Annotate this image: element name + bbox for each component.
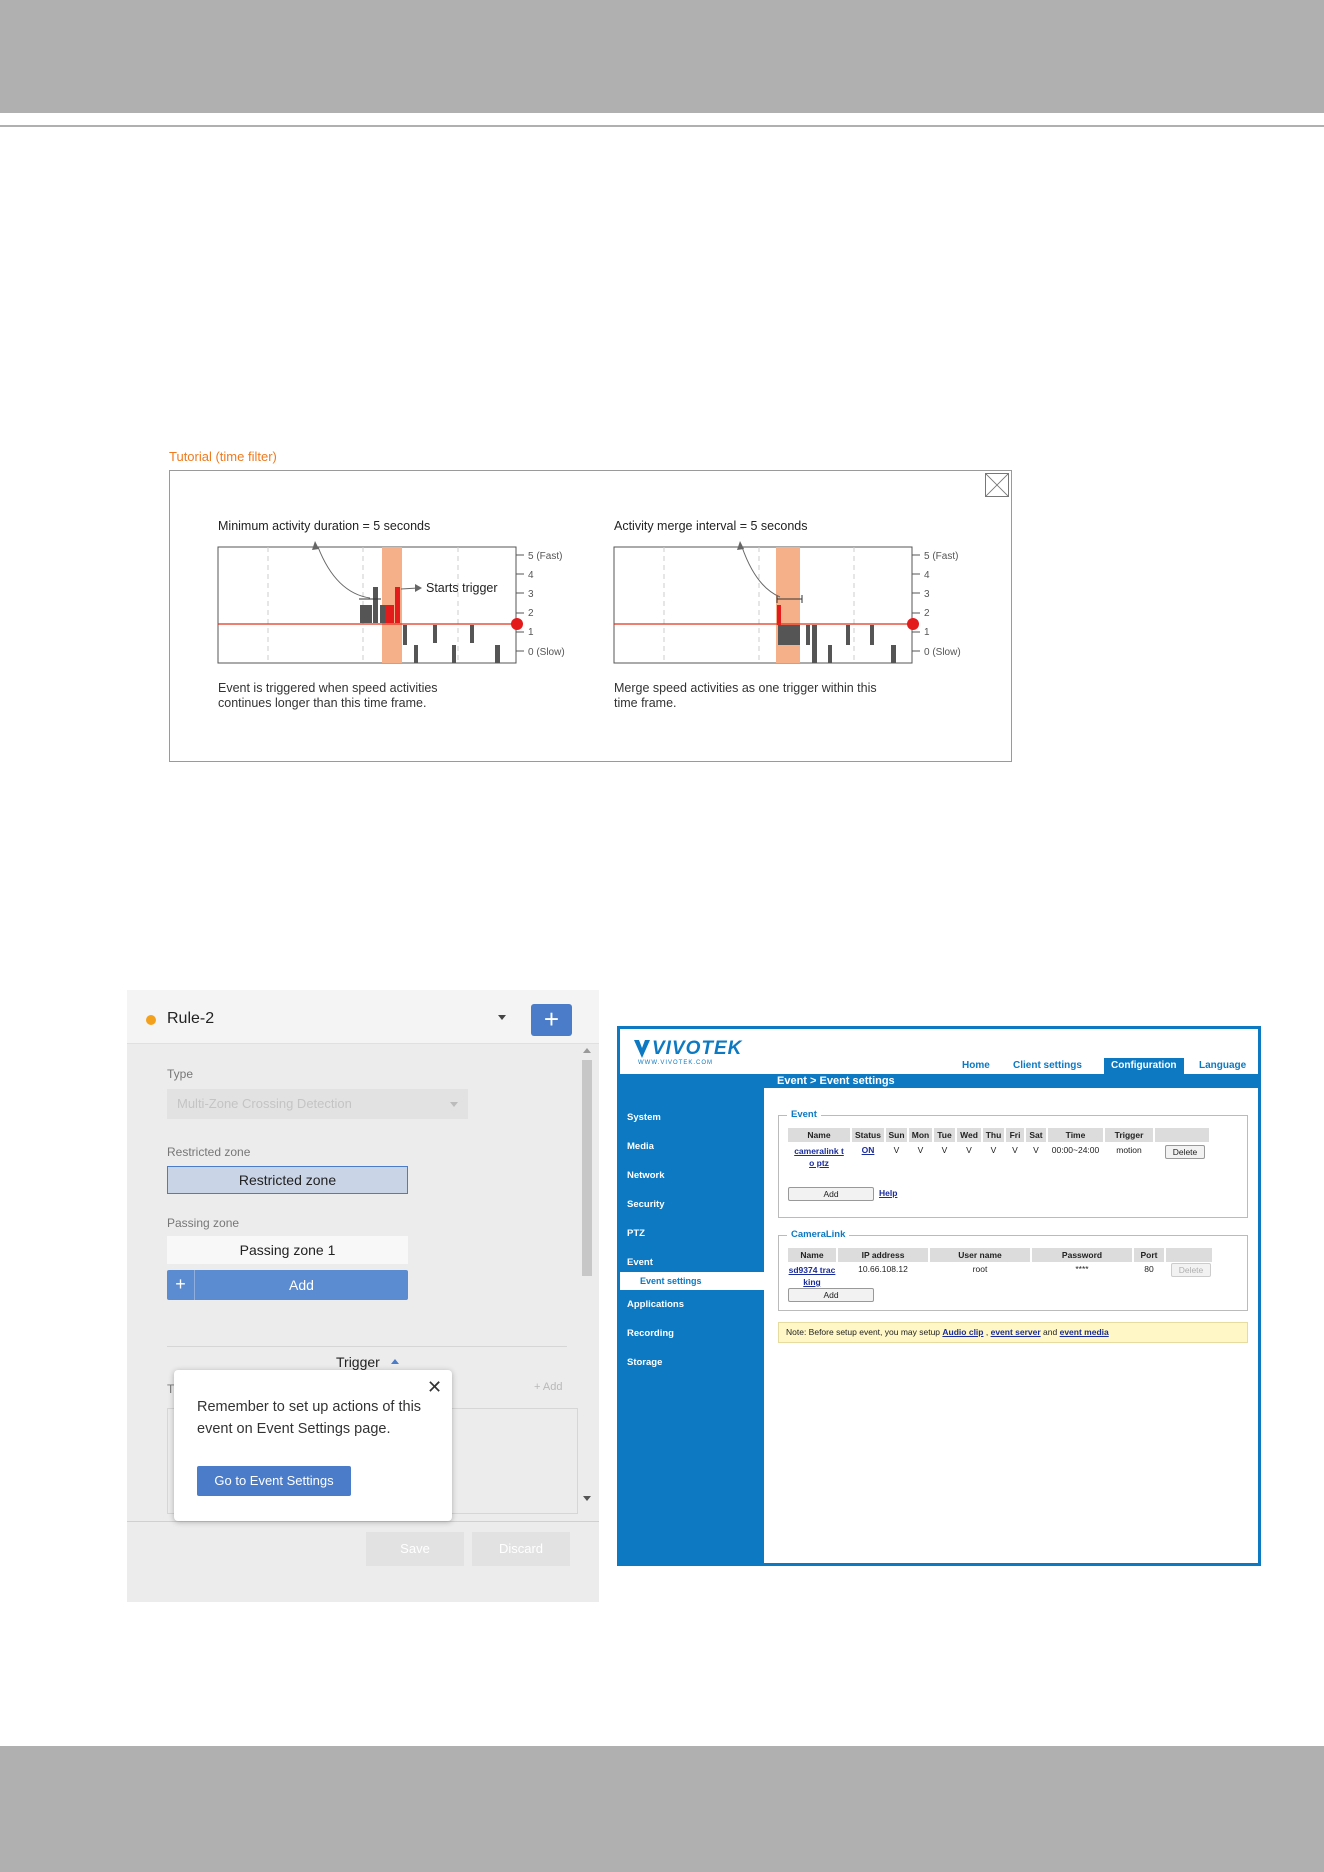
bar — [452, 645, 456, 663]
bar — [495, 645, 500, 663]
vivotek-event-settings-window — [617, 1026, 1261, 1597]
y-tick-4: 4 — [924, 570, 930, 581]
bar — [380, 605, 385, 623]
bar — [806, 625, 810, 645]
table-cell: V — [1033, 1145, 1039, 1155]
passing-zone-item[interactable]: Passing zone 1 — [167, 1236, 408, 1264]
bar — [360, 605, 372, 623]
left-diagram — [218, 541, 565, 663]
column-header: Sun — [886, 1128, 907, 1142]
rule-header — [127, 990, 599, 1044]
event-status-link[interactable]: ON — [861, 1145, 875, 1155]
plus-icon: + — [167, 1270, 195, 1300]
left-diagram-heading: Minimum activity duration = 5 seconds — [218, 519, 431, 533]
bar — [870, 625, 874, 645]
tutorial-title: Tutorial (time filter) — [169, 449, 277, 464]
table-cell: motion — [1116, 1145, 1142, 1155]
table-cell: root — [972, 1264, 988, 1274]
column-header — [1155, 1128, 1209, 1142]
event-name-link[interactable]: cameralink t o ptz — [794, 1146, 844, 1168]
breadcrumb: Event > Event settings — [777, 1075, 895, 1087]
section-divider — [167, 1346, 567, 1347]
passing-zone-label: Passing zone — [167, 1216, 240, 1230]
discard-button[interactable]: Discard — [472, 1532, 570, 1566]
trigger-section-toggle[interactable]: Trigger — [336, 1354, 380, 1370]
column-header: Thu — [983, 1128, 1004, 1142]
bar — [373, 587, 378, 623]
tutorial-diagrams — [170, 471, 1013, 763]
column-header: Password — [1032, 1248, 1132, 1262]
table-cell: V — [941, 1145, 948, 1155]
table-cell: 80 — [1144, 1264, 1154, 1274]
y-tick-1: 1 — [924, 627, 930, 638]
sidebar-item-media[interactable]: Media — [627, 1141, 654, 1152]
bar — [812, 625, 817, 663]
bar — [891, 645, 896, 663]
column-header: Fri — [1006, 1128, 1024, 1142]
sidebar-item-applications[interactable]: Applications — [627, 1299, 685, 1310]
y-tick-5: 5 (Fast) — [924, 551, 959, 562]
threshold-marker — [511, 618, 523, 630]
version-text: Version: 1.2003.33.01g — [627, 1587, 715, 1597]
column-header — [1166, 1248, 1212, 1262]
chevron-down-icon[interactable] — [498, 1015, 506, 1020]
right-diagram-heading: Activity merge interval = 5 seconds — [614, 519, 808, 533]
bar — [828, 645, 832, 663]
sidebar-item-storage[interactable]: Storage — [627, 1357, 663, 1368]
bar — [403, 625, 407, 645]
vivotek-logo: VIVOTEK WWW.VIVOTEK.COM — [632, 1036, 742, 1066]
y-tick-5: 5 (Fast) — [528, 551, 563, 562]
chevron-down-icon — [450, 1102, 458, 1107]
restricted-zone-button[interactable]: Restricted zone — [167, 1166, 408, 1194]
rule-status-dot — [146, 1015, 156, 1025]
sidebar — [620, 1074, 764, 1597]
add-event-button[interactable]: Add — [788, 1187, 874, 1201]
bar — [778, 625, 800, 645]
column-header: Mon — [909, 1128, 932, 1142]
type-label: Type — [167, 1067, 194, 1081]
column-header: Tue — [934, 1128, 955, 1142]
audio-clip-link[interactable]: Audio clip — [942, 1327, 984, 1337]
nav-client-settings[interactable]: Client settings — [1013, 1060, 1082, 1071]
y-tick-0: 0 (Slow) — [528, 647, 565, 658]
close-icon[interactable]: ✕ — [427, 1377, 443, 1397]
scrollbar[interactable] — [581, 1046, 593, 1504]
help-link[interactable]: Help — [879, 1188, 898, 1198]
delete-event-button[interactable]: Delete — [1165, 1145, 1205, 1159]
sidebar-subitem-event-settings[interactable]: Event settings — [620, 1272, 764, 1290]
event-settings-popup — [174, 1370, 452, 1521]
scroll-down-icon[interactable] — [583, 1496, 591, 1501]
page-header-band — [0, 0, 1324, 113]
rule-name[interactable]: Rule-2 — [167, 1010, 215, 1027]
column-header: Sat — [1026, 1128, 1046, 1142]
column-header: Trigger — [1105, 1128, 1153, 1142]
column-header: Status — [852, 1128, 884, 1142]
nav-home[interactable]: Home — [962, 1060, 990, 1071]
sidebar-item-network[interactable]: Network — [627, 1170, 665, 1181]
go-to-event-settings-button[interactable]: Go to Event Settings — [197, 1466, 351, 1496]
y-tick-3: 3 — [528, 589, 534, 600]
y-tick-2: 2 — [924, 608, 930, 619]
bar — [433, 625, 437, 643]
tutorial-panel — [169, 470, 1012, 762]
threshold-marker — [907, 618, 919, 630]
scroll-thumb[interactable] — [582, 1060, 592, 1276]
event-legend: Event — [787, 1109, 821, 1120]
popup-message: Remember to set up actions of this event on Event Settings page. — [197, 1399, 422, 1437]
header-divider — [0, 125, 1324, 127]
event-fieldset — [778, 1109, 1248, 1218]
bar — [777, 605, 781, 625]
footer-divider — [127, 1521, 599, 1522]
y-tick-3: 3 — [924, 589, 930, 600]
y-tick-4: 4 — [528, 570, 534, 581]
page-footer-band — [0, 1746, 1324, 1872]
event-server-link[interactable]: event server — [990, 1327, 1041, 1337]
sidebar-item-security[interactable]: Security — [627, 1199, 665, 1210]
cameralink-name-link[interactable]: sd9374 trac king — [788, 1265, 836, 1287]
column-header: IP address — [838, 1248, 928, 1262]
sidebar-item-recording[interactable]: Recording — [627, 1328, 674, 1339]
save-button[interactable]: Save — [366, 1532, 464, 1566]
table-cell: V — [917, 1145, 924, 1155]
column-header: Name — [788, 1128, 850, 1142]
bar — [414, 645, 418, 663]
table-cell: V — [990, 1145, 997, 1155]
plus-icon: + — [543, 1004, 560, 1034]
cameralink-legend: CameraLink — [787, 1229, 849, 1240]
add-trigger-link[interactable]: + Add — [534, 1381, 563, 1393]
scroll-up-icon[interactable] — [583, 1048, 591, 1053]
bar — [846, 625, 850, 645]
vivotek-logo-mark-icon — [634, 1040, 650, 1058]
column-header: Wed — [957, 1128, 981, 1142]
add-rule-button[interactable] — [531, 1004, 572, 1036]
add-cameralink-button[interactable]: Add — [788, 1288, 874, 1302]
table-cell: V — [893, 1145, 900, 1155]
column-header: Name — [788, 1248, 836, 1262]
chevron-up-icon[interactable] — [391, 1359, 399, 1364]
delete-cameralink-button[interactable]: Delete — [1171, 1263, 1211, 1277]
add-passing-zone-button[interactable]: + Add — [167, 1270, 408, 1300]
sidebar-item-system[interactable]: System — [627, 1112, 661, 1123]
table-cell: V — [966, 1145, 972, 1155]
y-tick-0: 0 (Slow) — [924, 647, 961, 658]
column-header: Port — [1134, 1248, 1164, 1262]
right-diagram — [614, 541, 961, 663]
sidebar-item-ptz[interactable]: PTZ — [627, 1228, 645, 1239]
table-cell: 00:00~24:00 — [1051, 1145, 1100, 1155]
trigger-row-label: T — [167, 1382, 175, 1396]
type-select[interactable]: Multi-Zone Crossing Detection — [167, 1089, 468, 1119]
nav-language[interactable]: Language — [1199, 1060, 1247, 1071]
table-cell: V — [1012, 1145, 1018, 1155]
y-tick-2: 2 — [528, 608, 534, 619]
table-cell: **** — [1075, 1264, 1089, 1274]
y-tick-1: 1 — [528, 627, 534, 638]
event-media-link[interactable]: event media — [1059, 1327, 1109, 1337]
column-header: Time — [1048, 1128, 1103, 1142]
setup-note: Note: Before setup event, you may setup Audio clip , event server and event media — [778, 1322, 1248, 1343]
sidebar-item-event[interactable]: Event — [627, 1257, 653, 1268]
left-diagram-caption: Event is triggered when speed activities continues longer than this time frame. — [218, 681, 438, 710]
table-cell: 10.66.108.12 — [858, 1264, 908, 1274]
cameralink-fieldset — [778, 1229, 1248, 1311]
column-header: User name — [930, 1248, 1030, 1262]
bar — [385, 605, 394, 623]
restricted-zone-label: Restricted zone — [167, 1145, 251, 1159]
nav-configuration[interactable]: Configuration — [1104, 1058, 1184, 1074]
right-diagram-caption: Merge speed activities as one trigger within this time frame. — [614, 681, 877, 710]
rule-panel — [127, 990, 599, 1602]
starts-trigger-label: Starts trigger — [426, 581, 498, 595]
bar — [395, 587, 400, 623]
bar — [470, 625, 474, 643]
